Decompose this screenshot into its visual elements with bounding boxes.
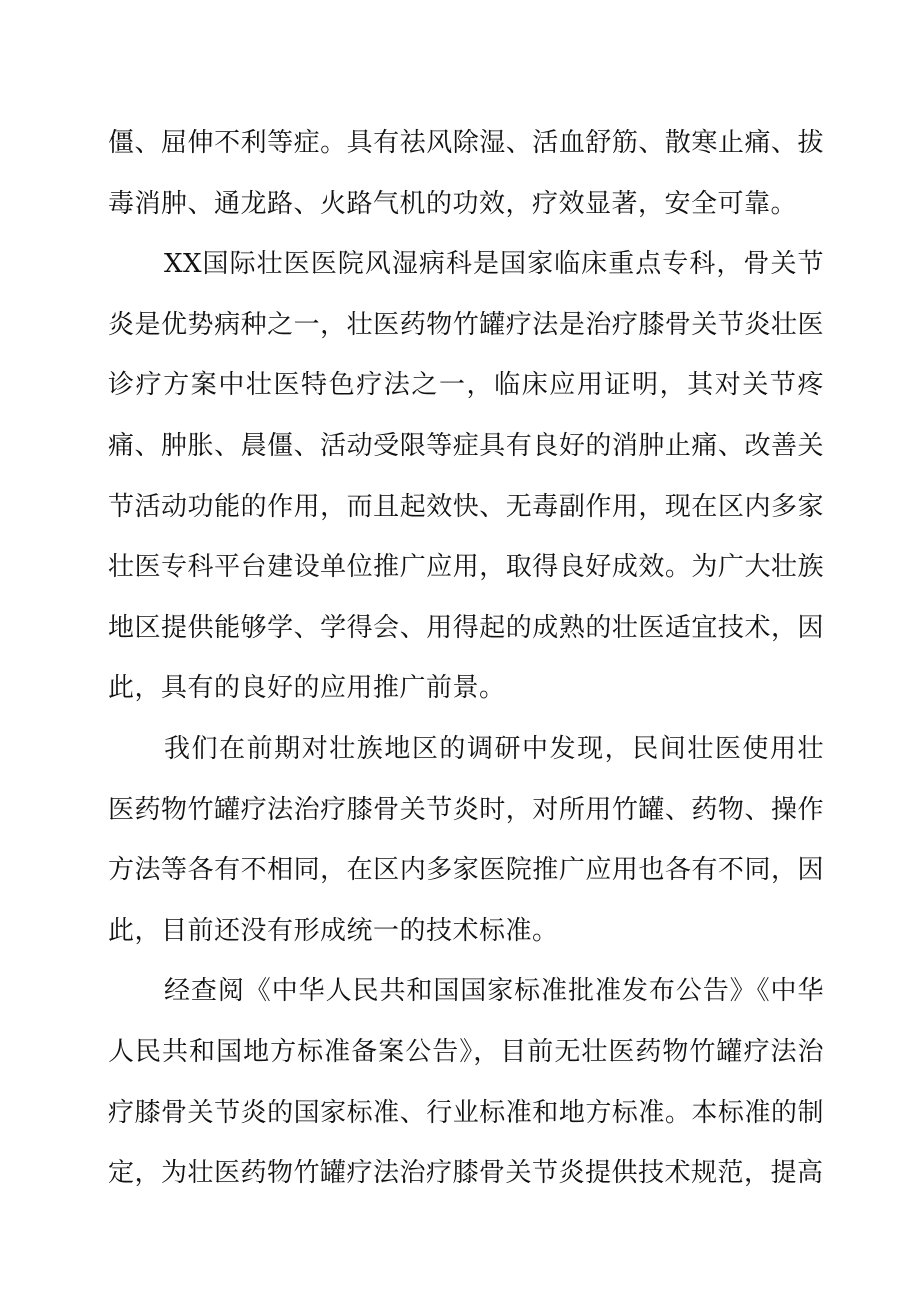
body-text	[108, 113, 824, 1204]
paragraph-3: 我们在前期对壮族地区的调研中发现，民间壮医使用壮医药物竹罐疗法治疗膝骨关节炎时，对所用竹罐、药物、操作方法等各有不相同，在区内多家医院推广应用也各有不同，因此，目前还没有形成统一的技术标准。	[108, 733, 824, 946]
paragraph-4: 经查阅《中华人民共和国国家标准批准发布公告》《中华人民共和国地方标准备案公告》，目前无壮医药物竹罐疗法治疗膝骨关节炎的国家标准、行业标准和地方标准。本标准的制定，为壮医药物竹罐疗法治疗膝骨关节炎提供技术规范，提高	[108, 976, 824, 1189]
paragraph-1: 僵、屈伸不利等症。具有祛风除湿、活血舒筋、散寒止痛、拔毒消肿、通龙路、火路气机的功效，疗效显著，安全可靠。	[108, 128, 824, 219]
paragraph-2: XX国际壮医医院风湿病科是国家临床重点专科，骨关节炎是优势病种之一，壮医药物竹罐疗法是治疗膝骨关节炎壮医诊疗方案中壮医特色疗法之一，临床应用证明，其对关节疼痛、肿胀、晨僵、活动受限等症具有良好的消肿止痛、改善关节活动功能的作用，而且起效快、无毒副作用，现在区内多家壮医专科平台建设单位推广应用，取得良好成效。为广大壮族地区提供能够学、学得会、用得起的成熟的壮医适宜技术，因此，具有的良好的应用推广前景。	[108, 249, 824, 704]
